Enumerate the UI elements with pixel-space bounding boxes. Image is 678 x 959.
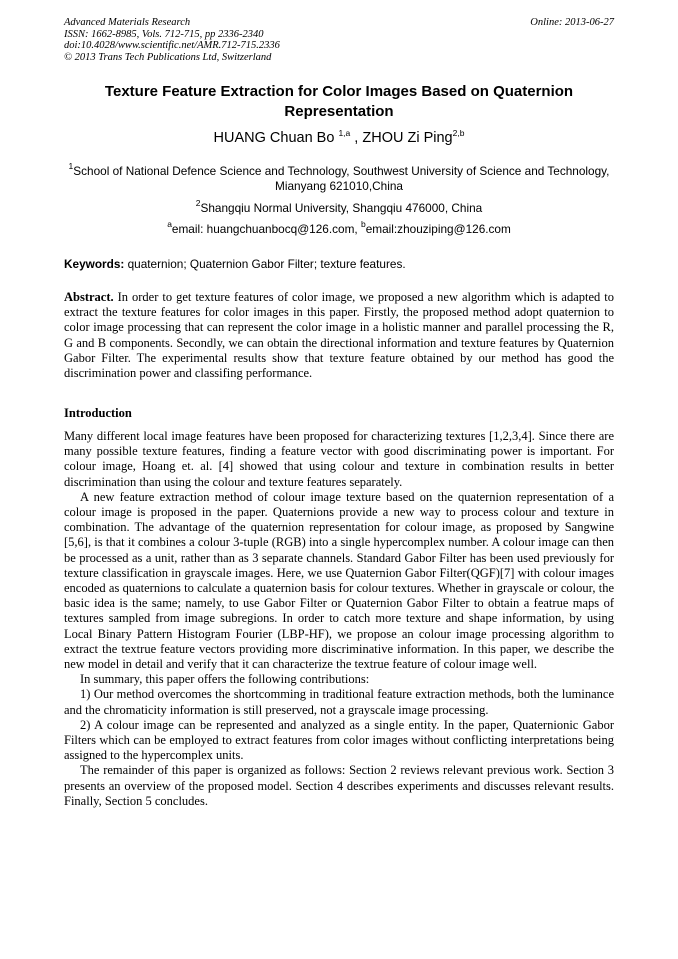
keywords-label: Keywords: (64, 257, 125, 271)
affiliation-2-text: Shangqiu Normal University, Shangqiu 476000, China (200, 201, 483, 215)
abstract-label: Abstract. (64, 290, 114, 304)
author-1: HUANG Chuan Bo (213, 130, 335, 146)
email-2: email:zhouziping@126.com (365, 222, 511, 236)
journal-header (64, 17, 384, 63)
author-line (64, 129, 614, 147)
paragraph: 1) Our method overcomes the shortcomming in traditional feature extraction methods, both the luminance and the chromaticity information is still preserved, not a grayscale image processing. (64, 687, 614, 717)
paragraph: A new feature extraction method of colour image texture based on the quaternion representation of a colour image is proposed in the paper. Quaternions provide a new way to process colour and texture in combination. The advantage of the quaternion representation for colour image, as proposed by Sangwine [5,6], is that it combines a colour 3-tuple (RGB) into a single hypercomplex number. A colour image can then be processed as a unit, rather than as 3 separate channels. Standard Gabor Filter has been used previously for texture classification in grayscale images. Here, we use Quaternion Gabor Filter(QGF)[7] with colour images encoded as quaternions to calculate a quaternion basis for colour textures. Whether in grayscale or colour, the basic idea is the same; namely, to use Gabor Filter or Quaternion Gabor Filter to obtain a featrue maps of textures sampled from image subregions. In order to catch more texture and shape information, by using Local Binary Pattern Histogram Fourier (LBP-HF), we propose an colour image processing algorithm to extract the textrue feature vectors providing more discriminative information. In this paper, we describe the new model in detail and verify that it can characterize the textrue feature of colour image well. (64, 489, 614, 672)
email-1: email: huangchuanbocq@126.com, (171, 222, 361, 236)
affiliation-2-mark: 2 (195, 198, 201, 208)
email-2-mark: b (360, 219, 366, 229)
author-2: ZHOU Zi Ping (362, 130, 453, 146)
author-2-affil: 2,b (452, 128, 465, 138)
online-date: Online: 2013-06-27 (530, 17, 614, 28)
issn-line: ISSN: 1662-8985, Vols. 712-715, pp 2336-2340 (64, 28, 264, 40)
keywords (64, 257, 614, 272)
section-heading-introduction: Introduction (64, 406, 132, 420)
keywords-text: quaternion; Quaternion Gabor Filter; texture features. (124, 257, 406, 271)
email-line (64, 219, 614, 237)
paragraph: The remainder of this paper is organized as follows: Section 2 reviews relevant previous work. Section 3 presents an overview of the proposed model. Section 4 describes experiments and discusses relevant results. Finally, Section 5 concludes. (64, 763, 614, 808)
copyright-line: © 2013 Trans Tech Publications Ltd, Switzerland (64, 51, 272, 63)
paragraph: In summary, this paper offers the following contributions: (80, 672, 370, 687)
affiliation-1-text: School of National Defence Science and Technology, Southwest University of Science and Technology, Mianyang 621010,China (73, 164, 610, 193)
author-1-affil: 1,a (338, 128, 351, 138)
abstract-text: In order to get texture features of color image, we proposed a new algorithm which is adapted to extract the texture features for color images in this paper. Firstly, the proposed method adopt quaternion to color image processing that can represent the color image in a holistic manner and parallel processing the R, G and B components. Secondly, we can obtain the directional information and texture features by Quaternion Gabor Filter. The experimental results show that texture feature obtained by our method has good the discrimination power and classifing performance. (64, 290, 614, 381)
journal-name: Advanced Materials Research (64, 17, 191, 28)
introduction-body (64, 429, 614, 809)
affiliation-1 (64, 161, 614, 194)
affiliation-2 (64, 198, 614, 216)
paragraph: Many different local image features have been proposed for characterizing textures [1,2,3,4]. Since there are many possible texture features, finding a feature vector with good discriminating power is important. For colour image, Hoang et. al. [4] showed that using colour and texture in combination results in better discrimination than using the colour and texture features separately. (64, 429, 614, 489)
doi-line: doi:10.4028/www.scientific.net/AMR.712-715.2336 (64, 40, 280, 51)
abstract (64, 290, 614, 381)
email-1-mark: a (167, 219, 172, 229)
paragraph: 2) A colour image can be represented and analyzed as a single entity. In the paper, Quaternionic Gabor Filters which can be employed to extract features from color images without conflicting interpretations being assigned to the hypercomplex units. (64, 717, 614, 763)
paper-title: Texture Feature Extraction for Color Images Based on Quaternion Representation (104, 83, 574, 120)
affiliation-1-mark: 1 (68, 161, 74, 171)
author-separator: , (350, 130, 363, 146)
